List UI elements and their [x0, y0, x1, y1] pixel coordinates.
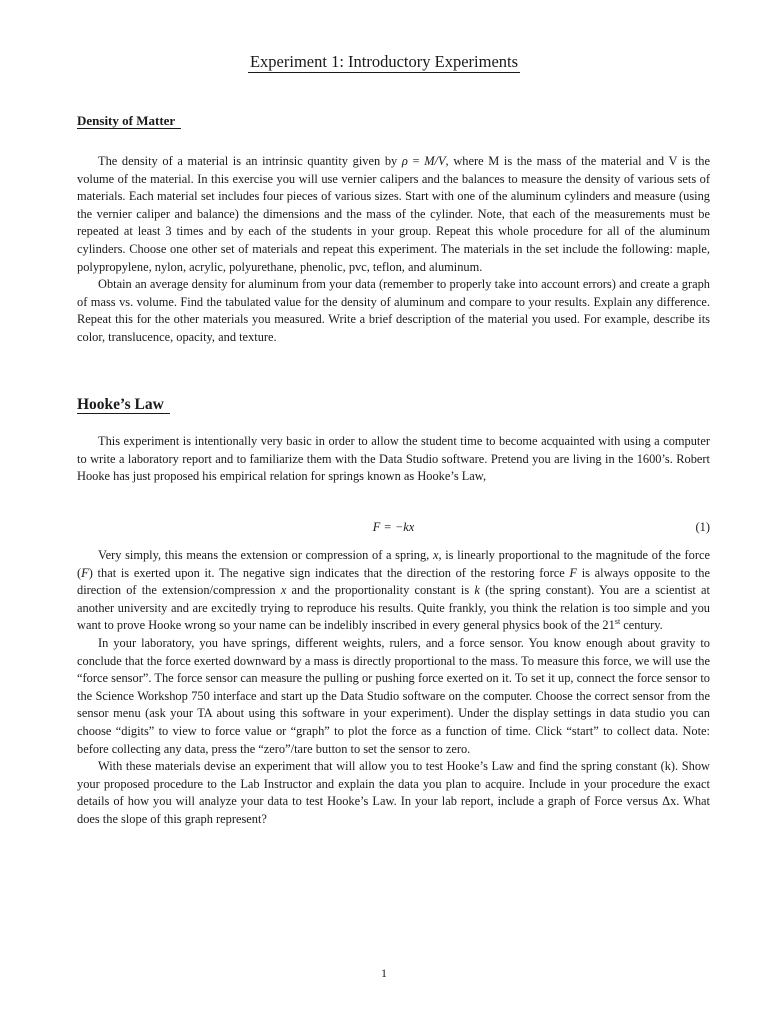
- hooke-paragraph-4: With these materials devise an experiment that will allow you to test Hooke’s Law and find the spring constant (k). Show your proposed procedure to the Lab Instructor and explain the data you plan to acquire. Include in your procedure the exact details of how you will analyze your data to test Hooke’s Law. In your lab report, include a graph of Force versus Δx. What does the slope of this graph represent?: [77, 759, 710, 826]
- text-run: ) that is exerted upon it. The negative sign indicates that the direction of the restoring force: [88, 565, 570, 580]
- section-heading-hooke-text: Hooke’s Law: [77, 396, 170, 414]
- page-number: 1: [381, 966, 387, 980]
- section-heading-density: [77, 113, 181, 129]
- mass-over-volume: M/V: [424, 154, 446, 168]
- ordinal-superscript: st: [614, 617, 621, 627]
- page-title-text: Experiment 1: Introductory Experiments: [249, 52, 519, 71]
- text-run: Very simply, this means the extension or compression of a spring,: [98, 548, 433, 562]
- var-x: x: [432, 548, 439, 562]
- text-run: is always opposite to the direction of the extension/compression: [77, 565, 710, 598]
- hooke-paragraph-1: This experiment is intentionally very basic in order to allow the student time to become acquainted with using a computer to write a laboratory report and to familiarize them with the Data Studio software. Pretend you are living in the 1600’s. Robert Hooke has just proposed his empirical relation for springs known as Hooke’s Law,: [77, 434, 710, 484]
- hooke-body: [77, 547, 710, 829]
- hooke-intro: [77, 433, 710, 486]
- text-run: The density of a material is an intrinsic quantity given by: [98, 154, 402, 168]
- section-heading-density-text: Density of Matter: [77, 113, 181, 129]
- var-k: k: [474, 583, 480, 598]
- page-title: [0, 52, 768, 72]
- text-run: , where M is the mass of the material and V is the volume of the material. In this exercise you will use vernier calipers and the balances to measure the density of various sets of materials. Each material set includes four pieces of various sizes. Start with one of the aluminum cylinders and measure (using the vernier caliper and balance) the dimensions and the mass of the cylinder. Note, that each of the measurements must be repeated at least 3 times and by each of the students in your group. Repeat this whole procedure for all of the aluminum cylinders. Choose one other set of materials and repeat this experiment. The materials in the set include the following: maple, polypropylene, nylon, acrylic, polyurethane, phenolic, pvc, teflon, and aluminum.: [77, 154, 710, 274]
- hooke-paragraph-2: [77, 547, 710, 635]
- density-paragraph-1: [77, 153, 710, 276]
- hooke-paragraph-3: In your laboratory, you have springs, different weights, rulers, and a force sensor. You know enough about gravity to conclude that the force exerted downward by a mass is directly proportional to the mass. To measure this force, we will use the “force sensor”. The force sensor can measure the pulling or pushing force exerted on it. To set it up, connect the force sensor to the Science Workshop 750 interface and start up the Data Studio software on the computer. Choose the correct sensor from the sensor menu (ask your TA about using this software in your experiment). Under the display settings in data studio you can choose “digits” to view to force value or “graph” to plot the force as a function of time. Click “start” to collect data. Note: before collecting any data, press the “zero”/tare button to set the sensor to zero.: [77, 635, 710, 756]
- rho-symbol: ρ: [401, 154, 408, 168]
- text-run: , is linearly proportional to the magnitude of the force (: [77, 548, 710, 580]
- density-paragraph-2: Obtain an average density for aluminum from your data (remember to properly take into account errors) and create a graph of mass vs. volume. Find the tabulated value for the density of aluminum and compare to your results. Explain any difference. Repeat this for the other materials you measured. Write a brief description of the material you used. For example, describe its color, translucence, opacity, and texture.: [77, 277, 710, 344]
- section-heading-hooke: [77, 396, 170, 414]
- equation-formula: F = −kx: [372, 520, 415, 534]
- var-F: F: [569, 565, 577, 580]
- text-run: and the proportionality constant is: [286, 583, 475, 598]
- var-x: x: [280, 583, 287, 598]
- text-run: (the spring constant). You are a scientist at another university and are excitedly trying to reproduce his results. Quite frankly, you think the relation is too simple and you want to prove Hooke wrong so your name can be indelibly inscribed in every general physics book of the 21: [77, 583, 710, 633]
- text-run: =: [407, 154, 425, 168]
- density-body: [77, 153, 710, 347]
- equation-number: (1): [695, 520, 710, 534]
- text-run: century.: [620, 618, 663, 633]
- var-F: F: [81, 565, 89, 580]
